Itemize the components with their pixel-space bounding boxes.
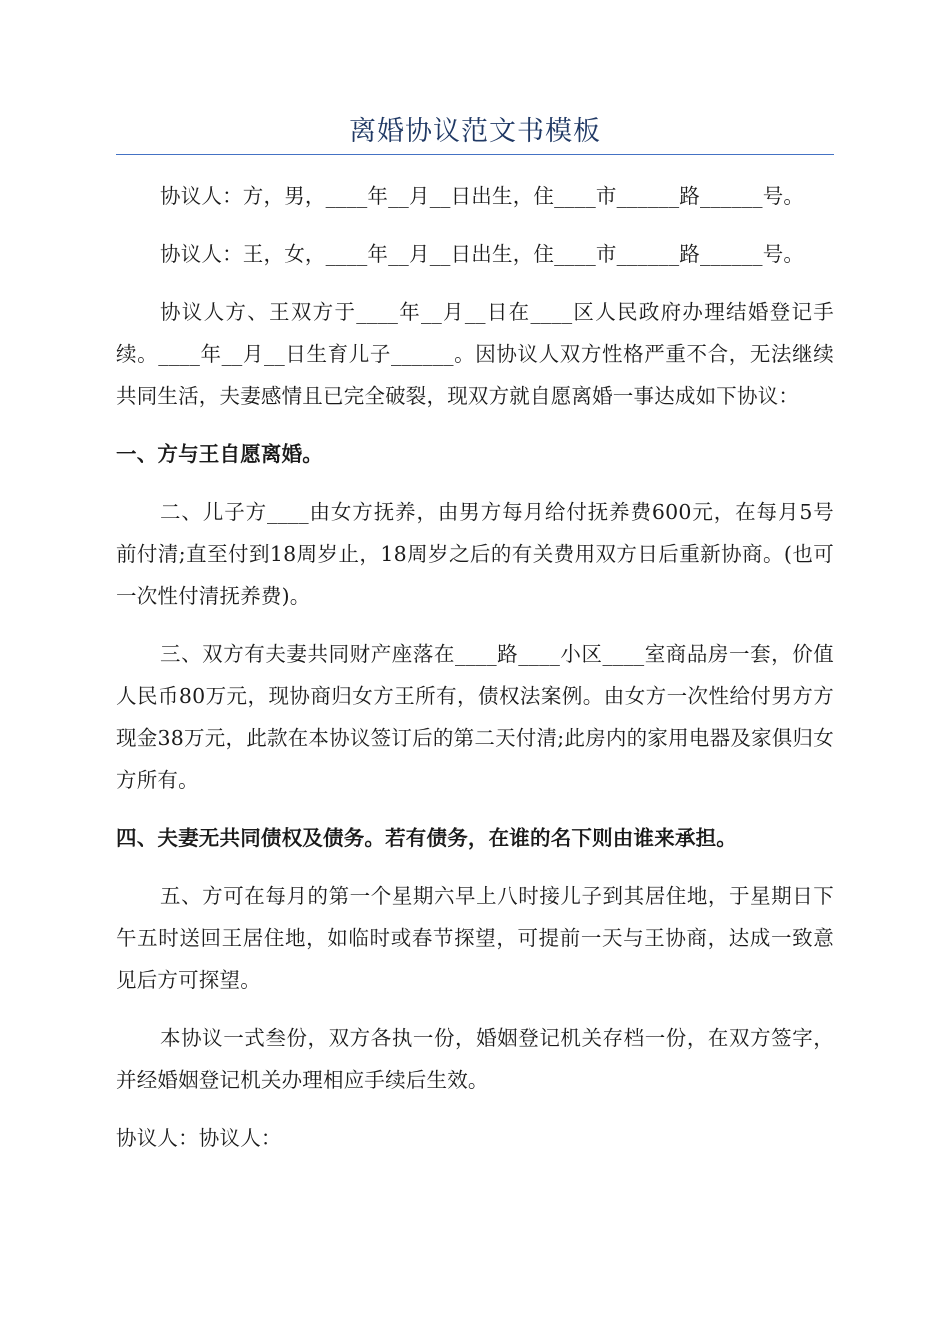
clause-one: 一、方与王自愿离婚。 [116, 442, 323, 466]
clause-two: 二、儿子方____由女方抚养，由男方每月给付抚养费600元，在每月5号前付清;直至付到18周岁止，18周岁之后的有关费用双方日后重新协商。(也可一次性付清抚养费)。 [116, 500, 834, 608]
party-two-paragraph: 协议人：王，女，____年__月__日出生，住____市______路______号。 [160, 242, 805, 266]
party-one-paragraph: 协议人：方，男，____年__月__日出生，住____市______路______号。 [160, 184, 805, 208]
document-title: 离婚协议范文书模板 [349, 116, 601, 147]
document-body [116, 175, 834, 1175]
clause-four: 四、夫妻无共同债权及债务。若有债务，在谁的名下则由谁来承担。 [116, 826, 737, 850]
signature-line: 协议人：协议人： [116, 1126, 282, 1150]
background-paragraph: 协议人方、王双方于____年__月__日在____区人民政府办理结婚登记手续。____年__月__日生育儿子______。因协议人双方性格严重不合，无法继续共同生活，夫妻感情且已完全破裂，现双方就自愿离婚一事达成如下协议： [116, 300, 834, 408]
clause-five: 五、方可在每月的第一个星期六早上八时接儿子到其居住地，于星期日下午五时送回王居住地，如临时或春节探望，可提前一天与王协商，达成一致意见后方可探望。 [116, 884, 834, 992]
title-underline [116, 154, 834, 155]
clause-three: 三、双方有夫妻共同财产座落在____路____小区____室商品房一套，价值人民币80万元，现协商归女方王所有，债权法案例。由女方一次性给付男方方现金38万元，此款在本协议签订后的第二天付清;此房内的家用电器及家俱归女方所有。 [116, 642, 834, 792]
effectiveness-paragraph: 本协议一式叁份，双方各执一份，婚姻登记机关存档一份，在双方签字，并经婚姻登记机关办理相应手续后生效。 [116, 1026, 834, 1092]
